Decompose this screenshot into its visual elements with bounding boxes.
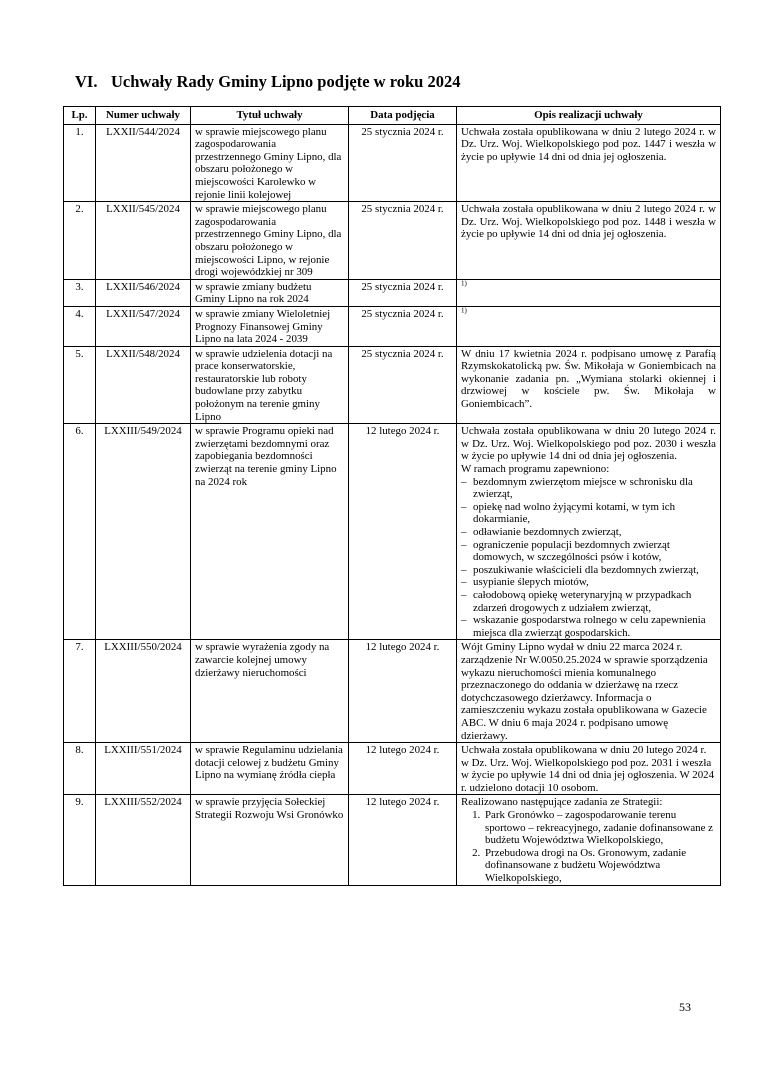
description-text: Uchwała została opublikowana w dniu 2 lutego 2024 r. w Dz. Urz. Woj. Wielkopolskiego pod poz. 1448 i weszła w życie po upływie 14 dni od dnia jej ogłoszenia. [461,203,716,241]
cell-resolution-number: LXXII/545/2024 [96,202,191,280]
list-item: 1. Park Gronówko – zagospodarowanie terenu sportowo – rekreacyjnego, zadanie dofinansowane z budżetu Województwa Wielkopolskiego, [483,809,716,847]
description-text: Uchwała została opublikowana w dniu 20 lutego 2024 r. w Dz. Urz. Woj. Wielkopolskiego pod poz. 2031 i weszła w życie po upływie 14 dni od dnia jej ogłoszenia. W 2024 r. udzielono dotacji 10 osobom. [461,744,715,794]
list-item: – usypianie ślepych miotów, [461,576,716,589]
cell-lp: 4. [64,306,96,346]
cell-resolution-title: w sprawie zmiany Wieloletniej Prognozy Finansowej Gminy Lipno na lata 2024 - 2039 [191,306,349,346]
cell-description [457,279,721,306]
cell-adoption-date: 12 lutego 2024 r. [349,640,457,743]
cell-lp: 7. [64,640,96,743]
cell-description [457,202,721,280]
footnote-marker: 1) [461,306,467,315]
strategy-tasks-list [461,809,716,885]
resolutions-table [63,106,721,886]
list-item: – wskazanie gospodarstwa rolnego w celu zapewnienia miejsca dla zwierząt gospodarskich. [461,614,716,639]
table-row [64,795,721,885]
description-intro: W ramach programu zapewniono: [461,463,610,476]
cell-adoption-date: 25 stycznia 2024 r. [349,202,457,280]
cell-resolution-title: w sprawie przyjęcia Sołeckiej Strategii Rozwoju Wsi Gronówko [191,795,349,885]
list-item: – bezdomnym zwierzętom miejsce w schronisku dla zwierząt, [461,476,716,501]
cell-adoption-date: 12 lutego 2024 r. [349,795,457,885]
cell-resolution-title: w sprawie miejscowego planu zagospodarowania przestrzennego Gminy Lipno, dla obszaru położonego w miejscowości Lipno, w rejonie drogi wojewódzkiej nr 309 [191,202,349,280]
table-row [64,124,721,202]
cell-lp: 3. [64,279,96,306]
cell-adoption-date: 25 stycznia 2024 r. [349,306,457,346]
cell-resolution-title: w sprawie zmiany budżetu Gminy Lipno na rok 2024 [191,279,349,306]
description-text: Uchwała została opublikowana w dniu 20 lutego 2024 r. w Dz. Urz. Woj. Wielkopolskiego pod poz. 2030 i weszła w życie po upływie 14 dni od dnia jej ogłoszenia. [461,425,716,463]
cell-lp: 2. [64,202,96,280]
cell-description [457,346,721,424]
table-row [64,424,721,640]
section-number: VI. [75,72,98,91]
description-text: Wójt Gminy Lipno wydał w dniu 22 marca 2024 r. zarządzenie Nr W.0050.25.2024 w sprawie sporządzenia wykazu nieruchomości mienia komunalnego przeznaczonego do oddania w dzierżawę na rzecz dotychczasowego dzierżawcy. Informacja o zamieszczeniu wykazu została opublikowana w Gazecie ABC. W dniu 6 maja 2024 r. podpisano umowę dzierżawy. [461,641,708,742]
cell-adoption-date: 12 lutego 2024 r. [349,743,457,795]
header-lp: Lp. [64,107,96,125]
section-heading [75,72,460,92]
cell-resolution-title: w sprawie udzielenia dotacji na prace konserwatorskie, restauratorskie lub roboty budowlane przy zabytku położonym na terenie gminy Lipno [191,346,349,424]
cell-adoption-date: 12 lutego 2024 r. [349,424,457,640]
table-row [64,279,721,306]
list-item: – odławianie bezdomnych zwierząt, [461,526,716,539]
list-item: 2. Przebudowa drogi na Os. Gronowym, zadanie dofinansowane z budżetu Województwa Wielkopolskiego, [483,847,716,885]
cell-lp: 8. [64,743,96,795]
list-item: – poszukiwanie właścicieli dla bezdomnych zwierząt, [461,564,716,577]
table-row [64,640,721,743]
list-item: – opiekę nad wolno żyjącymi kotami, w tym ich dokarmianie, [461,501,716,526]
cell-resolution-number: LXXII/544/2024 [96,124,191,202]
cell-resolution-number: LXXIII/549/2024 [96,424,191,640]
cell-description [457,743,721,795]
description-text: W dniu 17 kwietnia 2024 r. podpisano umowę z Parafią Rzymskokatolicką pw. Św. Mikołaja w Goniembicach na wykonanie zadania pn. „Wymiana stolarki okiennej i drzwiowej w kościele pw. Św. Mikołaja w Goniembicach”. [461,347,716,411]
cell-adoption-date: 25 stycznia 2024 r. [349,279,457,306]
table-row [64,346,721,424]
cell-resolution-number: LXXIII/551/2024 [96,743,191,795]
cell-description [457,795,721,885]
table-row [64,743,721,795]
cell-lp: 1. [64,124,96,202]
cell-resolution-title: w sprawie wyrażenia zgody na zawarcie kolejnej umowy dzierżawy nieruchomości [191,640,349,743]
cell-resolution-title: w sprawie Programu opieki nad zwierzętami bezdomnymi oraz zapobiegania bezdomności zwierząt na terenie gminy Lipno na 2024 rok [191,424,349,640]
cell-resolution-number: LXXIII/552/2024 [96,795,191,885]
cell-resolution-title: w sprawie Regulaminu udzielania dotacji celowej z budżetu Gminy Lipno na wymianę źródła ciepła [191,743,349,795]
cell-description [457,640,721,743]
cell-adoption-date: 25 stycznia 2024 r. [349,124,457,202]
cell-description [457,424,721,640]
cell-resolution-title: w sprawie miejscowego planu zagospodarowania przestrzennego Gminy Lipno, dla obszaru położonego w miejscowości Karolewko w rejonie linii kolejowej [191,124,349,202]
cell-resolution-number: LXXII/547/2024 [96,306,191,346]
cell-description [457,124,721,202]
description-text: Uchwała została opublikowana w dniu 2 lutego 2024 r. w Dz. Urz. Woj. Wielkopolskiego pod poz. 1447 i weszła w życie po upływie 14 dni od dnia jej ogłoszenia. [461,125,716,163]
cell-resolution-number: LXXII/546/2024 [96,279,191,306]
table-row [64,202,721,280]
list-item: – ograniczenie populacji bezdomnych zwierząt domowych, w szczególności psów i kotów, [461,539,716,564]
cell-resolution-number: LXXII/548/2024 [96,346,191,424]
cell-resolution-number: LXXIII/550/2024 [96,640,191,743]
cell-adoption-date: 25 stycznia 2024 r. [349,346,457,424]
cell-description [457,306,721,346]
header-implementation-description: Opis realizacji uchwały [457,107,721,125]
cell-lp: 5. [64,346,96,424]
section-title: Uchwały Rady Gminy Lipno podjęte w roku 2024 [111,72,461,91]
cell-lp: 6. [64,424,96,640]
header-adoption-date: Data podjęcia [349,107,457,125]
list-item: – całodobową opiekę weterynaryjną w przypadkach zdarzeń drogowych z udziałem zwierząt, [461,589,716,614]
table-row [64,306,721,346]
footnote-marker: 1) [461,279,467,288]
description-intro: Realizowano następujące zadania ze Strategii: [461,796,663,809]
page-number: 53 [679,1000,691,1014]
header-resolution-title: Tytuł uchwały [191,107,349,125]
program-measures-list [461,476,716,640]
header-resolution-number: Numer uchwały [96,107,191,125]
cell-lp: 9. [64,795,96,885]
table-header-row [64,107,721,125]
